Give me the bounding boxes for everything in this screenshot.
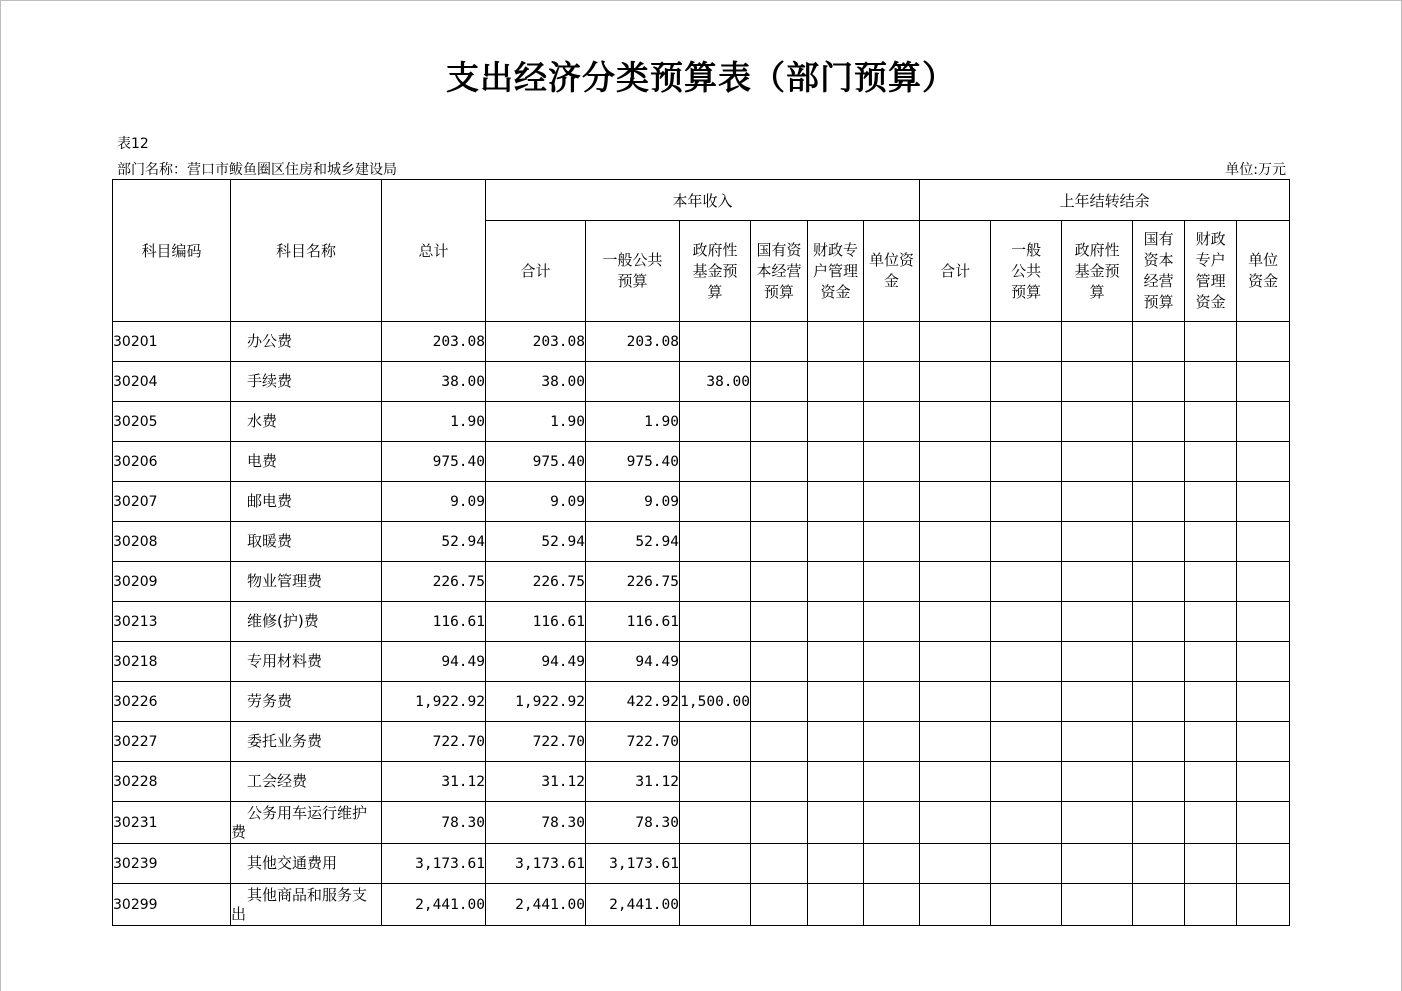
cell-empty [751,602,808,642]
cell-empty [1237,322,1290,362]
cell-empty [751,682,808,722]
cell-empty [751,722,808,762]
budget-table [112,179,1290,926]
cell-gov-fund [680,602,751,642]
cell-empty [920,642,991,682]
cell-empty [991,322,1062,362]
cell-empty [808,762,864,802]
cell-name: 公务用车运行维护费 [231,802,382,844]
cell-code: 30228 [113,762,231,802]
cell-name: 其他商品和服务支出 [231,884,382,926]
cell-gov-fund: 1,500.00 [680,682,751,722]
cell-total: 52.94 [382,522,486,562]
cell-empty [864,402,920,442]
cell-empty [920,522,991,562]
cell-code: 30208 [113,522,231,562]
cell-total: 975.40 [382,442,486,482]
header-carryover-unit-fund: 单位资金 [1237,221,1290,322]
cell-empty [1185,682,1237,722]
cell-empty [920,362,991,402]
cell-empty [920,482,991,522]
cell-code: 30231 [113,802,231,844]
cell-empty [1133,802,1185,844]
table-row [113,402,1290,442]
cell-empty [1185,322,1237,362]
cell-empty [1062,844,1133,884]
cell-empty [1062,642,1133,682]
cell-empty [1185,442,1237,482]
header-current-subtotal: 合计 [486,221,586,322]
cell-code: 30299 [113,884,231,926]
cell-subtotal: 52.94 [486,522,586,562]
cell-subtotal: 31.12 [486,762,586,802]
cell-empty [1133,362,1185,402]
cell-empty [1237,362,1290,402]
cell-empty [808,322,864,362]
cell-empty [1062,522,1133,562]
table-row [113,442,1290,482]
cell-empty [864,322,920,362]
cell-general: 203.08 [586,322,680,362]
table-row [113,602,1290,642]
page-title: 支出经济分类预算表（部门预算） [446,58,956,97]
cell-gov-fund [680,562,751,602]
cell-gov-fund [680,482,751,522]
cell-empty [991,762,1062,802]
cell-empty [920,682,991,722]
cell-empty [751,442,808,482]
cell-empty [751,362,808,402]
cell-gov-fund [680,844,751,884]
cell-empty [751,562,808,602]
cell-name: 取暖费 [231,522,382,562]
cell-total: 9.09 [382,482,486,522]
page-border-left [0,0,1,991]
cell-general: 9.09 [586,482,680,522]
cell-subtotal: 3,173.61 [486,844,586,884]
cell-empty [808,442,864,482]
cell-empty [864,802,920,844]
cell-empty [991,562,1062,602]
cell-empty [991,682,1062,722]
cell-empty [1237,802,1290,844]
cell-empty [751,402,808,442]
cell-empty [1185,642,1237,682]
cell-subtotal: 1,922.92 [486,682,586,722]
cell-empty [1237,522,1290,562]
cell-gov-fund: 38.00 [680,362,751,402]
cell-code: 30209 [113,562,231,602]
cell-empty [1133,442,1185,482]
cell-empty [991,522,1062,562]
cell-empty [1185,562,1237,602]
cell-general: 722.70 [586,722,680,762]
cell-name: 劳务费 [231,682,382,722]
cell-empty [1062,762,1133,802]
cell-total: 1,922.92 [382,682,486,722]
header-group-current-year: 本年收入 [486,180,920,221]
cell-subtotal: 78.30 [486,802,586,844]
cell-gov-fund [680,884,751,926]
cell-empty [864,722,920,762]
header-carryover-gov-fund: 政府性基金预算 [1062,221,1133,322]
cell-gov-fund [680,442,751,482]
cell-empty [1237,482,1290,522]
cell-empty [991,802,1062,844]
cell-total: 2,441.00 [382,884,486,926]
cell-empty [1062,602,1133,642]
table-row [113,362,1290,402]
cell-general [586,362,680,402]
cell-empty [1133,522,1185,562]
table-row [113,844,1290,884]
cell-empty [1133,562,1185,602]
cell-empty [1062,884,1133,926]
table-row [113,562,1290,602]
cell-empty [808,844,864,884]
cell-empty [920,802,991,844]
cell-name: 工会经费 [231,762,382,802]
cell-general: 975.40 [586,442,680,482]
cell-code: 30204 [113,362,231,402]
cell-empty [1237,402,1290,442]
cell-empty [864,602,920,642]
cell-empty [991,442,1062,482]
cell-total: 78.30 [382,802,486,844]
cell-empty [920,602,991,642]
cell-empty [920,762,991,802]
cell-empty [1185,722,1237,762]
cell-code: 30226 [113,682,231,722]
cell-subtotal: 38.00 [486,362,586,402]
cell-empty [1062,482,1133,522]
cell-empty [920,884,991,926]
cell-empty [991,602,1062,642]
table-row [113,884,1290,926]
cell-empty [920,322,991,362]
header-carryover-state-capital: 国有资本经营预算 [1133,221,1185,322]
cell-empty [1237,682,1290,722]
cell-code: 30207 [113,482,231,522]
cell-general: 31.12 [586,762,680,802]
cell-empty [991,402,1062,442]
cell-general: 78.30 [586,802,680,844]
cell-name: 委托业务费 [231,722,382,762]
cell-empty [1062,322,1133,362]
cell-total: 3,173.61 [382,844,486,884]
cell-empty [1185,844,1237,884]
cell-total: 722.70 [382,722,486,762]
cell-empty [808,602,864,642]
cell-name: 电费 [231,442,382,482]
cell-empty [991,482,1062,522]
cell-empty [1133,722,1185,762]
cell-empty [920,844,991,884]
cell-code: 30227 [113,722,231,762]
cell-total: 116.61 [382,602,486,642]
department-name: 部门名称：营口市鲅鱼圈区住房和城乡建设局 [117,162,397,178]
header-current-gov-fund: 政府性基金预算 [680,221,751,322]
header-current-state-capital: 国有资本经营预算 [751,221,808,322]
cell-empty [991,884,1062,926]
cell-name: 维修(护)费 [231,602,382,642]
table-row [113,482,1290,522]
cell-name: 办公费 [231,322,382,362]
cell-empty [1062,722,1133,762]
cell-subtotal: 226.75 [486,562,586,602]
cell-empty [1133,322,1185,362]
cell-empty [864,642,920,682]
cell-total: 38.00 [382,362,486,402]
cell-subtotal: 203.08 [486,322,586,362]
cell-empty [920,722,991,762]
cell-subtotal: 1.90 [486,402,586,442]
cell-name: 手续费 [231,362,382,402]
cell-code: 30213 [113,602,231,642]
cell-code: 30201 [113,322,231,362]
cell-empty [1185,802,1237,844]
cell-code: 30206 [113,442,231,482]
cell-gov-fund [680,802,751,844]
cell-subtotal: 9.09 [486,482,586,522]
cell-general: 116.61 [586,602,680,642]
cell-gov-fund [680,722,751,762]
cell-subtotal: 116.61 [486,602,586,642]
cell-empty [808,402,864,442]
cell-empty [1133,844,1185,884]
cell-empty [1237,884,1290,926]
cell-empty [751,482,808,522]
cell-empty [864,562,920,602]
table-header [113,180,1290,322]
cell-empty [991,722,1062,762]
table-row [113,682,1290,722]
cell-empty [751,522,808,562]
cell-code: 30205 [113,402,231,442]
cell-empty [1062,442,1133,482]
cell-empty [751,844,808,884]
cell-empty [1237,442,1290,482]
header-group-carryover: 上年结转结余 [920,180,1290,221]
cell-empty [920,562,991,602]
cell-empty [808,482,864,522]
cell-empty [1133,402,1185,442]
cell-empty [751,802,808,844]
cell-empty [1062,682,1133,722]
cell-empty [864,884,920,926]
cell-empty [1185,602,1237,642]
header-total: 总计 [382,180,486,322]
cell-empty [1237,642,1290,682]
table-row [113,722,1290,762]
cell-empty [1062,362,1133,402]
cell-name: 物业管理费 [231,562,382,602]
cell-empty [1237,722,1290,762]
cell-empty [1185,884,1237,926]
cell-empty [751,762,808,802]
cell-general: 1.90 [586,402,680,442]
cell-empty [808,562,864,602]
cell-empty [1133,642,1185,682]
cell-total: 226.75 [382,562,486,602]
cell-empty [808,682,864,722]
cell-general: 3,173.61 [586,844,680,884]
cell-empty [1185,362,1237,402]
cell-code: 30218 [113,642,231,682]
cell-total: 203.08 [382,322,486,362]
cell-subtotal: 722.70 [486,722,586,762]
header-carryover-subtotal: 合计 [920,221,991,322]
cell-empty [1237,562,1290,602]
cell-empty [1237,762,1290,802]
cell-gov-fund [680,322,751,362]
cell-empty [808,884,864,926]
cell-empty [991,362,1062,402]
cell-empty [808,802,864,844]
cell-code: 30239 [113,844,231,884]
header-carryover-general: 一般公共预算 [991,221,1062,322]
header-current-unit-fund: 单位资金 [864,221,920,322]
cell-subtotal: 2,441.00 [486,884,586,926]
cell-empty [991,844,1062,884]
cell-empty [1185,482,1237,522]
header-name: 科目名称 [231,180,382,322]
cell-empty [751,642,808,682]
cell-empty [808,642,864,682]
page-border-top [0,0,1402,1]
header-code: 科目编码 [113,180,231,322]
cell-empty [1133,762,1185,802]
cell-empty [1185,402,1237,442]
cell-subtotal: 975.40 [486,442,586,482]
table-number: 表12 [117,136,149,152]
cell-name: 专用材料费 [231,642,382,682]
cell-name: 邮电费 [231,482,382,522]
cell-empty [751,322,808,362]
cell-general: 52.94 [586,522,680,562]
cell-general: 226.75 [586,562,680,602]
cell-empty [920,402,991,442]
unit-label: 单位:万元 [1225,162,1286,178]
cell-empty [1133,602,1185,642]
cell-empty [808,722,864,762]
cell-empty [991,642,1062,682]
table-row [113,762,1290,802]
table-body [113,322,1290,926]
cell-empty [864,442,920,482]
cell-empty [864,482,920,522]
cell-empty [808,522,864,562]
cell-empty [920,442,991,482]
cell-total: 1.90 [382,402,486,442]
cell-empty [1133,482,1185,522]
table-row [113,522,1290,562]
table-row [113,802,1290,844]
cell-empty [1062,402,1133,442]
cell-name: 水费 [231,402,382,442]
cell-empty [808,362,864,402]
cell-empty [864,682,920,722]
cell-general: 94.49 [586,642,680,682]
cell-empty [1237,844,1290,884]
cell-total: 94.49 [382,642,486,682]
cell-general: 422.92 [586,682,680,722]
cell-gov-fund [680,402,751,442]
cell-empty [1062,562,1133,602]
cell-empty [864,362,920,402]
cell-name: 其他交通费用 [231,844,382,884]
cell-total: 31.12 [382,762,486,802]
cell-empty [1185,762,1237,802]
cell-empty [1062,802,1133,844]
cell-general: 2,441.00 [586,884,680,926]
table-row [113,322,1290,362]
cell-empty [1133,884,1185,926]
cell-empty [864,762,920,802]
cell-subtotal: 94.49 [486,642,586,682]
cell-empty [1185,522,1237,562]
cell-gov-fund [680,522,751,562]
cell-empty [864,844,920,884]
table-row [113,642,1290,682]
header-current-fiscal-special: 财政专户管理资金 [808,221,864,322]
header-current-general: 一般公共预算 [586,221,680,322]
cell-empty [864,522,920,562]
cell-empty [1237,602,1290,642]
cell-gov-fund [680,642,751,682]
cell-empty [1133,682,1185,722]
cell-empty [751,884,808,926]
cell-gov-fund [680,762,751,802]
header-carryover-fiscal-special: 财政专户管理资金 [1185,221,1237,322]
